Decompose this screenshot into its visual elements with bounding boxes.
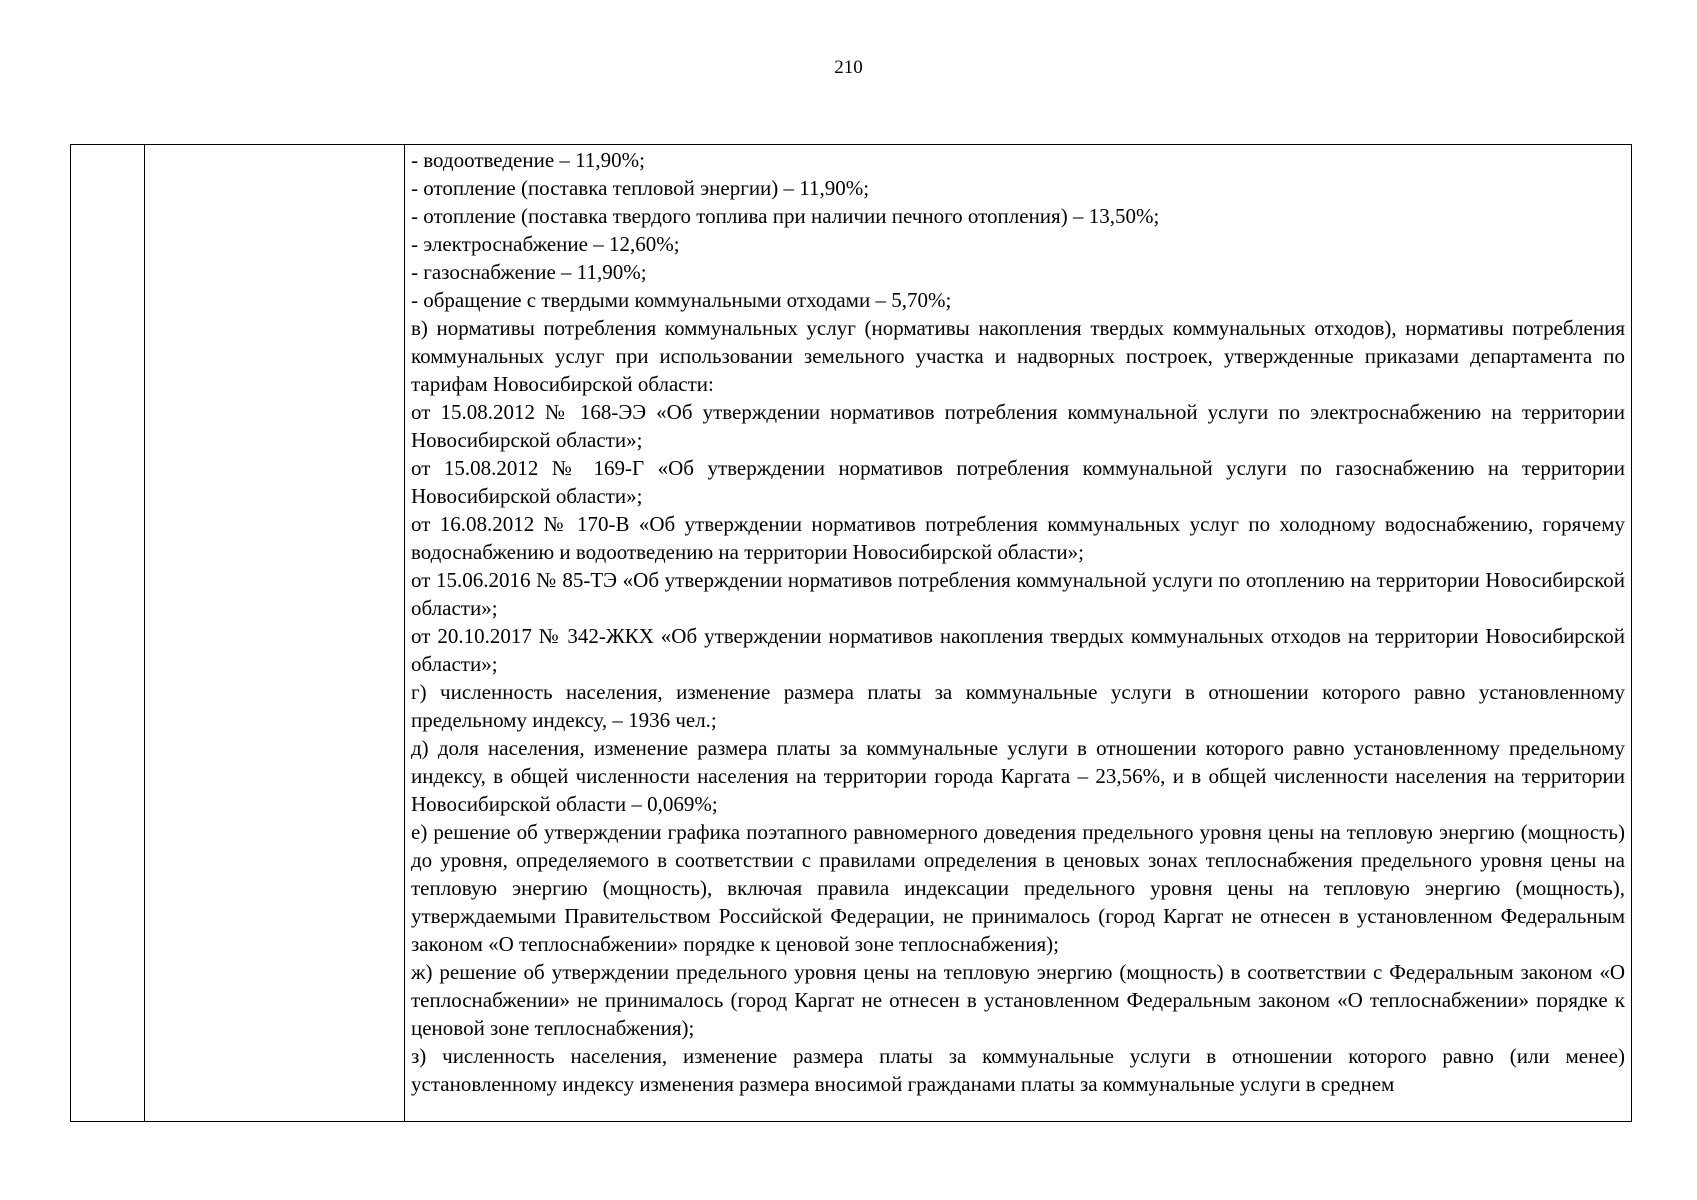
document-table (70, 144, 1632, 1122)
list-item-gas: - газоснабжение – 11,90%; (411, 260, 647, 284)
paragraph-e-schedule: е) решение об утверждении графика поэтапного равномерного доведения предельного уровня цены на тепловую энергию (мощность) до уровня, определяемого в соответствии с правилами определения в ценовых зонах теплоснабжения предельного уровня цены на тепловую энергию (мощность), включая правила индексации предельного уровня цены на тепловую энергию (мощность), утверждаемыми Правительством Российской Федерации, не принималось (город Каргат не отнесен в установленном Федеральным законом «О теплоснабжении» порядке к ценовой зоне теплоснабжения); (411, 820, 1625, 956)
order-168-ee: от 15.08.2012 № 168-ЭЭ «Об утверждении нормативов потребления коммунальной услуги по электроснабжению на территории Новосибирской области»; (411, 400, 1625, 452)
table-cell-number (71, 145, 145, 1122)
table-cell-name (145, 145, 405, 1122)
list-item-solid-waste: - обращение с твердыми коммунальными отходами – 5,70%; (411, 288, 952, 312)
list-item-heating-thermal: - отопление (поставка тепловой энергии) – 11,90%; (411, 176, 870, 200)
page-number: 210 (834, 57, 863, 78)
order-85-te: от 15.06.2016 № 85-ТЭ «Об утверждении нормативов потребления коммунальной услуги по отоплению на территории Новосибирской области»; (411, 568, 1625, 620)
paragraph-d-share: д) доля населения, изменение размера платы за коммунальные услуги в отношении которого равно установленному предельному индексу, в общей численности населения на территории города Каргата – 23,56%, и в общей численности населения на территории Новосибирской области – 0,069%; (411, 736, 1625, 816)
cell-text-block (405, 145, 1631, 1098)
order-342-zhkh: от 20.10.2017 № 342-ЖКХ «Об утверждении нормативов накопления твердых коммунальных отходов на территории Новосибирской области»; (411, 624, 1625, 676)
table-row (71, 145, 1632, 1122)
list-item-electricity: - электроснабжение – 12,60%; (411, 232, 680, 256)
table-cell-content (405, 145, 1632, 1122)
order-169-g: от 15.08.2012 № 169-Г «Об утверждении нормативов потребления коммунальной услуги по газоснабжению на территории Новосибирской области»; (411, 456, 1625, 508)
paragraph-z-population-index: з) численность населения, изменение размера платы за коммунальные услуги в отношении которого равно (или менее) установленному индексу изменения размера вносимой гражданами платы за коммунальные услуги в среднем (411, 1044, 1625, 1096)
paragraph-zh-price-level: ж) решение об утверждении предельного уровня цены на тепловую энергию (мощность) в соответствии с Федеральным законом «О теплоснабжении» не принималось (город Каргат не отнесен в установленном Федеральным законом «О теплоснабжении» порядке к ценовой зоне теплоснабжения); (411, 960, 1625, 1040)
order-170-v: от 16.08.2012 № 170-В «Об утверждении нормативов потребления коммунальных услуг по холодному водоснабжению, горячему водоснабжению и водоотведению на территории Новосибирской области»; (411, 512, 1625, 564)
list-item-water-disposal: - водоотведение – 11,90%; (411, 148, 645, 172)
list-item-heating-solid-fuel: - отопление (поставка твердого топлива при наличии печного отопления) – 13,50%; (411, 204, 1160, 228)
paragraph-g-population: г) численность населения, изменение размера платы за коммунальные услуги в отношении которого равно установленному предельному индексу, – 1936 чел.; (411, 680, 1625, 732)
paragraph-v-norms: в) нормативы потребления коммунальных услуг (нормативы накопления твердых коммунальных отходов), нормативы потребления коммунальных услуг при использовании земельного участка и надворных построек, утвержденные приказами департамента по тарифам Новосибирской области: (411, 316, 1625, 396)
